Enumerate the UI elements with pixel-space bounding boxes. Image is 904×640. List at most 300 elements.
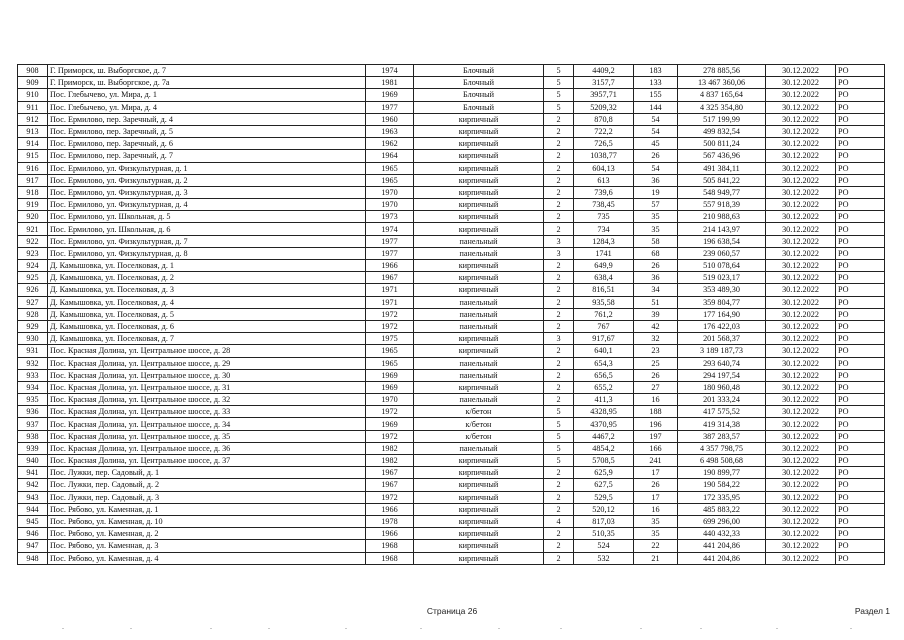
- date-cell: 30.12.2022: [766, 150, 836, 162]
- program-type-cell: РО: [836, 162, 885, 174]
- date-cell: 30.12.2022: [766, 308, 836, 320]
- address-cell: Д. Камышовка, ул. Поселковая, д. 2: [48, 272, 366, 284]
- table-row: [18, 467, 885, 479]
- address-cell: Пос. Ермилово, ул. Физкультурная, д. 2: [48, 174, 366, 186]
- table-row: [18, 528, 885, 540]
- residents-cell: 42: [634, 320, 678, 332]
- program-type-cell: РО: [836, 199, 885, 211]
- date-cell: 30.12.2022: [766, 186, 836, 198]
- table-row: [18, 540, 885, 552]
- year-built-cell: 1967: [366, 479, 414, 491]
- wall-material-cell: кирпичный: [414, 540, 544, 552]
- wall-material-cell: к/бетон: [414, 430, 544, 442]
- date-cell: 30.12.2022: [766, 455, 836, 467]
- table-row: [18, 345, 885, 357]
- area-cell: 726,5: [574, 138, 634, 150]
- program-type-cell: РО: [836, 89, 885, 101]
- area-cell: 739,6: [574, 186, 634, 198]
- row-number-cell: 926: [18, 284, 48, 296]
- cost-cell: 567 436,96: [678, 150, 766, 162]
- row-number-cell: 933: [18, 369, 48, 381]
- area-cell: 4467,2: [574, 430, 634, 442]
- row-number-cell: 912: [18, 113, 48, 125]
- cost-cell: 419 314,38: [678, 418, 766, 430]
- address-cell: Пос. Красная Долина, ул. Центральное шоссе, д. 28: [48, 345, 366, 357]
- row-number-cell: 948: [18, 552, 48, 564]
- area-cell: 411,3: [574, 394, 634, 406]
- cost-cell: 491 384,11: [678, 162, 766, 174]
- address-cell: Пос. Рябово, ул. Каменная, д. 2: [48, 528, 366, 540]
- floors-cell: 5: [544, 418, 574, 430]
- cost-cell: 201 333,24: [678, 394, 766, 406]
- residents-cell: 34: [634, 284, 678, 296]
- year-built-cell: 1971: [366, 296, 414, 308]
- cost-cell: 4 837 165,64: [678, 89, 766, 101]
- row-number-cell: 939: [18, 442, 48, 454]
- area-cell: 917,67: [574, 333, 634, 345]
- address-cell: Пос. Красная Долина, ул. Центральное шоссе, д. 32: [48, 394, 366, 406]
- area-cell: 510,35: [574, 528, 634, 540]
- year-built-cell: 1965: [366, 162, 414, 174]
- area-cell: 4370,95: [574, 418, 634, 430]
- residents-cell: 27: [634, 381, 678, 393]
- floors-cell: 2: [544, 540, 574, 552]
- table-row: [18, 333, 885, 345]
- floors-cell: 3: [544, 333, 574, 345]
- cost-cell: 353 489,30: [678, 284, 766, 296]
- address-cell: Пос. Ермилово, ул. Физкультурная, д. 1: [48, 162, 366, 174]
- area-cell: 532: [574, 552, 634, 564]
- program-type-cell: РО: [836, 430, 885, 442]
- program-type-cell: РО: [836, 528, 885, 540]
- cost-cell: 557 918,39: [678, 199, 766, 211]
- year-built-cell: 1982: [366, 455, 414, 467]
- date-cell: 30.12.2022: [766, 552, 836, 564]
- address-cell: Пос. Ермилово, ул. Физкультурная, д. 4: [48, 199, 366, 211]
- residents-cell: 36: [634, 174, 678, 186]
- area-cell: 870,8: [574, 113, 634, 125]
- table-row: [18, 394, 885, 406]
- table-row: [18, 320, 885, 332]
- cost-cell: 293 640,74: [678, 357, 766, 369]
- program-type-cell: РО: [836, 467, 885, 479]
- row-number-cell: 943: [18, 491, 48, 503]
- table-row: [18, 284, 885, 296]
- date-cell: 30.12.2022: [766, 125, 836, 137]
- address-cell: Пос. Красная Долина, ул. Центральное шоссе, д. 34: [48, 418, 366, 430]
- cost-cell: 196 638,54: [678, 235, 766, 247]
- date-cell: 30.12.2022: [766, 491, 836, 503]
- floors-cell: 2: [544, 528, 574, 540]
- residents-cell: 45: [634, 138, 678, 150]
- wall-material-cell: панельный: [414, 394, 544, 406]
- row-number-cell: 923: [18, 247, 48, 259]
- residents-cell: 22: [634, 540, 678, 552]
- address-cell: Пос. Ермилово, ул. Физкультурная, д. 8: [48, 247, 366, 259]
- table-row: [18, 101, 885, 113]
- floors-cell: 2: [544, 394, 574, 406]
- table-row: [18, 296, 885, 308]
- address-cell: Пос. Рябово, ул. Каменная, д. 10: [48, 515, 366, 527]
- floors-cell: 2: [544, 345, 574, 357]
- wall-material-cell: кирпичный: [414, 381, 544, 393]
- row-number-cell: 924: [18, 260, 48, 272]
- address-cell: Г. Приморск, ш. Выборгское, д. 7: [48, 65, 366, 77]
- address-cell: Пос. Ермилово, ул. Физкультурная, д. 3: [48, 186, 366, 198]
- row-number-cell: 916: [18, 162, 48, 174]
- year-built-cell: 1966: [366, 260, 414, 272]
- scan-speck: [640, 628, 642, 629]
- area-cell: 520,12: [574, 503, 634, 515]
- year-built-cell: 1970: [366, 199, 414, 211]
- residents-cell: 196: [634, 418, 678, 430]
- date-cell: 30.12.2022: [766, 260, 836, 272]
- year-built-cell: 1962: [366, 138, 414, 150]
- address-cell: Д. Камышовка, ул. Поселковая, д. 7: [48, 333, 366, 345]
- floors-cell: 2: [544, 260, 574, 272]
- wall-material-cell: кирпичный: [414, 503, 544, 515]
- wall-material-cell: панельный: [414, 296, 544, 308]
- wall-material-cell: кирпичный: [414, 284, 544, 296]
- year-built-cell: 1965: [366, 357, 414, 369]
- scan-speck: [560, 628, 562, 629]
- wall-material-cell: кирпичный: [414, 552, 544, 564]
- row-number-cell: 935: [18, 394, 48, 406]
- year-built-cell: 1982: [366, 442, 414, 454]
- address-cell: Д. Камышовка, ул. Поселковая, д. 5: [48, 308, 366, 320]
- floors-cell: 5: [544, 442, 574, 454]
- area-cell: 4409,2: [574, 65, 634, 77]
- program-type-cell: РО: [836, 174, 885, 186]
- year-built-cell: 1977: [366, 235, 414, 247]
- wall-material-cell: панельный: [414, 235, 544, 247]
- scan-speck: [850, 628, 852, 629]
- date-cell: 30.12.2022: [766, 430, 836, 442]
- floors-cell: 5: [544, 89, 574, 101]
- scan-speck: [268, 628, 270, 629]
- address-cell: Д. Камышовка, ул. Поселковая, д. 1: [48, 260, 366, 272]
- address-cell: Пос. Глебычево, ул. Мира, д. 1: [48, 89, 366, 101]
- section-label: Раздел 1: [854, 606, 890, 616]
- cost-cell: 441 204,86: [678, 552, 766, 564]
- year-built-cell: 1969: [366, 369, 414, 381]
- area-cell: 4328,95: [574, 406, 634, 418]
- wall-material-cell: кирпичный: [414, 491, 544, 503]
- date-cell: 30.12.2022: [766, 503, 836, 515]
- wall-material-cell: кирпичный: [414, 528, 544, 540]
- year-built-cell: 1970: [366, 394, 414, 406]
- floors-cell: 3: [544, 235, 574, 247]
- table-row: [18, 479, 885, 491]
- area-cell: 654,3: [574, 357, 634, 369]
- residents-cell: 35: [634, 211, 678, 223]
- date-cell: 30.12.2022: [766, 247, 836, 259]
- program-type-cell: РО: [836, 186, 885, 198]
- year-built-cell: 1967: [366, 272, 414, 284]
- floors-cell: 2: [544, 186, 574, 198]
- address-cell: Пос. Лужки, пер. Садовый, д. 1: [48, 467, 366, 479]
- table-row: [18, 113, 885, 125]
- address-cell: Пос. Ермилово, пер. Заречный, д. 5: [48, 125, 366, 137]
- row-number-cell: 942: [18, 479, 48, 491]
- row-number-cell: 921: [18, 223, 48, 235]
- cost-cell: 239 060,57: [678, 247, 766, 259]
- wall-material-cell: панельный: [414, 247, 544, 259]
- floors-cell: 2: [544, 125, 574, 137]
- date-cell: 30.12.2022: [766, 357, 836, 369]
- cost-cell: 210 988,63: [678, 211, 766, 223]
- address-cell: Пос. Красная Долина, ул. Центральное шоссе, д. 31: [48, 381, 366, 393]
- date-cell: 30.12.2022: [766, 528, 836, 540]
- cost-cell: 485 883,22: [678, 503, 766, 515]
- row-number-cell: 937: [18, 418, 48, 430]
- year-built-cell: 1969: [366, 418, 414, 430]
- table-row: [18, 491, 885, 503]
- cost-cell: 214 143,97: [678, 223, 766, 235]
- residents-cell: 35: [634, 515, 678, 527]
- address-cell: Пос. Лужки, пер. Садовый, д. 3: [48, 491, 366, 503]
- cost-cell: 440 432,33: [678, 528, 766, 540]
- year-built-cell: 1965: [366, 345, 414, 357]
- floors-cell: 2: [544, 503, 574, 515]
- row-number-cell: 922: [18, 235, 48, 247]
- area-cell: 1741: [574, 247, 634, 259]
- area-cell: 524: [574, 540, 634, 552]
- residents-cell: 54: [634, 113, 678, 125]
- date-cell: 30.12.2022: [766, 174, 836, 186]
- row-number-cell: 938: [18, 430, 48, 442]
- program-type-cell: РО: [836, 272, 885, 284]
- year-built-cell: 1971: [366, 284, 414, 296]
- floors-cell: 5: [544, 455, 574, 467]
- floors-cell: 2: [544, 199, 574, 211]
- cost-cell: 13 467 360,06: [678, 77, 766, 89]
- residents-cell: 26: [634, 479, 678, 491]
- year-built-cell: 1966: [366, 503, 414, 515]
- wall-material-cell: кирпичный: [414, 211, 544, 223]
- cost-cell: 172 335,95: [678, 491, 766, 503]
- cost-cell: 177 164,90: [678, 308, 766, 320]
- address-cell: Пос. Ермилово, ул. Школьная, д. 5: [48, 211, 366, 223]
- year-built-cell: 1969: [366, 89, 414, 101]
- row-number-cell: 929: [18, 320, 48, 332]
- cost-cell: 294 197,54: [678, 369, 766, 381]
- address-cell: Пос. Ермилово, пер. Заречный, д. 4: [48, 113, 366, 125]
- date-cell: 30.12.2022: [766, 369, 836, 381]
- table-row: [18, 515, 885, 527]
- cost-cell: 278 885,56: [678, 65, 766, 77]
- residents-cell: 68: [634, 247, 678, 259]
- date-cell: 30.12.2022: [766, 345, 836, 357]
- area-cell: 4854,2: [574, 442, 634, 454]
- table-body: [18, 65, 885, 565]
- area-cell: 5708,5: [574, 455, 634, 467]
- address-cell: Д. Камышовка, ул. Поселковая, д. 3: [48, 284, 366, 296]
- residents-cell: 26: [634, 260, 678, 272]
- floors-cell: 2: [544, 491, 574, 503]
- program-type-cell: РО: [836, 247, 885, 259]
- year-built-cell: 1974: [366, 65, 414, 77]
- scan-speck: [420, 628, 422, 629]
- residents-cell: 58: [634, 235, 678, 247]
- floors-cell: 2: [544, 284, 574, 296]
- cost-cell: 3 189 187,73: [678, 345, 766, 357]
- program-type-cell: РО: [836, 308, 885, 320]
- row-number-cell: 930: [18, 333, 48, 345]
- table-row: [18, 223, 885, 235]
- table-row: [18, 162, 885, 174]
- year-built-cell: 1970: [366, 186, 414, 198]
- date-cell: 30.12.2022: [766, 113, 836, 125]
- cost-cell: 519 023,17: [678, 272, 766, 284]
- program-type-cell: РО: [836, 406, 885, 418]
- row-number-cell: 947: [18, 540, 48, 552]
- scan-speck: [700, 628, 702, 629]
- floors-cell: 5: [544, 406, 574, 418]
- address-cell: Пос. Красная Долина, ул. Центральное шоссе, д. 36: [48, 442, 366, 454]
- wall-material-cell: Блочный: [414, 101, 544, 113]
- year-built-cell: 1966: [366, 528, 414, 540]
- wall-material-cell: кирпичный: [414, 467, 544, 479]
- area-cell: 738,45: [574, 199, 634, 211]
- cost-cell: 505 841,22: [678, 174, 766, 186]
- residents-cell: 21: [634, 552, 678, 564]
- table-row: [18, 442, 885, 454]
- table-row: [18, 211, 885, 223]
- area-cell: 734: [574, 223, 634, 235]
- residents-cell: 183: [634, 65, 678, 77]
- wall-material-cell: кирпичный: [414, 199, 544, 211]
- year-built-cell: 1963: [366, 125, 414, 137]
- program-type-cell: РО: [836, 223, 885, 235]
- address-cell: Пос. Ермилово, пер. Заречный, д. 6: [48, 138, 366, 150]
- row-number-cell: 918: [18, 186, 48, 198]
- wall-material-cell: кирпичный: [414, 515, 544, 527]
- wall-material-cell: панельный: [414, 357, 544, 369]
- area-cell: 627,5: [574, 479, 634, 491]
- program-type-cell: РО: [836, 77, 885, 89]
- floors-cell: 2: [544, 552, 574, 564]
- area-cell: 767: [574, 320, 634, 332]
- floors-cell: 2: [544, 467, 574, 479]
- year-built-cell: 1967: [366, 467, 414, 479]
- residents-cell: 17: [634, 491, 678, 503]
- area-cell: 761,2: [574, 308, 634, 320]
- table-row: [18, 455, 885, 467]
- area-cell: 604,13: [574, 162, 634, 174]
- cost-cell: 4 325 354,80: [678, 101, 766, 113]
- program-type-cell: РО: [836, 503, 885, 515]
- row-number-cell: 913: [18, 125, 48, 137]
- row-number-cell: 941: [18, 467, 48, 479]
- table-row: [18, 89, 885, 101]
- year-built-cell: 1977: [366, 247, 414, 259]
- address-cell: Пос. Лужки, пер. Садовый, д. 2: [48, 479, 366, 491]
- address-cell: Пос. Красная Долина, ул. Центральное шоссе, д. 29: [48, 357, 366, 369]
- address-cell: Пос. Красная Долина, ул. Центральное шоссе, д. 37: [48, 455, 366, 467]
- table-row: [18, 260, 885, 272]
- cost-cell: 699 296,00: [678, 515, 766, 527]
- year-built-cell: 1969: [366, 381, 414, 393]
- table-row: [18, 418, 885, 430]
- row-number-cell: 940: [18, 455, 48, 467]
- year-built-cell: 1972: [366, 320, 414, 332]
- address-cell: Г. Приморск, ш. Выборгское, д. 7а: [48, 77, 366, 89]
- floors-cell: 2: [544, 223, 574, 235]
- row-number-cell: 920: [18, 211, 48, 223]
- wall-material-cell: кирпичный: [414, 223, 544, 235]
- area-cell: 638,4: [574, 272, 634, 284]
- address-cell: Д. Камышовка, ул. Поселковая, д. 6: [48, 320, 366, 332]
- row-number-cell: 946: [18, 528, 48, 540]
- row-number-cell: 914: [18, 138, 48, 150]
- program-type-cell: РО: [836, 418, 885, 430]
- floors-cell: 2: [544, 150, 574, 162]
- address-cell: Пос. Ермилово, ул. Физкультурная, д. 7: [48, 235, 366, 247]
- row-number-cell: 932: [18, 357, 48, 369]
- residents-cell: 51: [634, 296, 678, 308]
- program-type-cell: РО: [836, 320, 885, 332]
- row-number-cell: 934: [18, 381, 48, 393]
- year-built-cell: 1972: [366, 430, 414, 442]
- floors-cell: 2: [544, 369, 574, 381]
- residents-cell: 26: [634, 150, 678, 162]
- program-type-cell: РО: [836, 552, 885, 564]
- year-built-cell: 1968: [366, 552, 414, 564]
- date-cell: 30.12.2022: [766, 381, 836, 393]
- residents-cell: 144: [634, 101, 678, 113]
- floors-cell: 2: [544, 174, 574, 186]
- address-cell: Пос. Рябово, ул. Каменная, д. 1: [48, 503, 366, 515]
- floors-cell: 2: [544, 381, 574, 393]
- scan-speck: [210, 628, 212, 629]
- floors-cell: 5: [544, 430, 574, 442]
- residents-cell: 188: [634, 406, 678, 418]
- scan-speck: [130, 628, 132, 629]
- wall-material-cell: к/бетон: [414, 406, 544, 418]
- residents-cell: 241: [634, 455, 678, 467]
- floors-cell: 2: [544, 138, 574, 150]
- program-type-cell: РО: [836, 381, 885, 393]
- cost-cell: 359 804,77: [678, 296, 766, 308]
- residents-cell: 35: [634, 223, 678, 235]
- wall-material-cell: Блочный: [414, 77, 544, 89]
- wall-material-cell: кирпичный: [414, 333, 544, 345]
- wall-material-cell: кирпичный: [414, 113, 544, 125]
- cost-cell: 417 575,52: [678, 406, 766, 418]
- row-number-cell: 910: [18, 89, 48, 101]
- residents-cell: 16: [634, 394, 678, 406]
- row-number-cell: 931: [18, 345, 48, 357]
- table-row: [18, 272, 885, 284]
- table-row: [18, 369, 885, 381]
- date-cell: 30.12.2022: [766, 138, 836, 150]
- year-built-cell: 1981: [366, 77, 414, 89]
- row-number-cell: 911: [18, 101, 48, 113]
- row-number-cell: 917: [18, 174, 48, 186]
- year-built-cell: 1972: [366, 406, 414, 418]
- date-cell: 30.12.2022: [766, 467, 836, 479]
- date-cell: 30.12.2022: [766, 101, 836, 113]
- program-type-cell: РО: [836, 357, 885, 369]
- residents-cell: 35: [634, 528, 678, 540]
- date-cell: 30.12.2022: [766, 442, 836, 454]
- address-cell: Пос. Глебычево, ул. Мира, д. 4: [48, 101, 366, 113]
- floors-cell: 2: [544, 357, 574, 369]
- residents-cell: 57: [634, 199, 678, 211]
- cost-cell: 190 899,77: [678, 467, 766, 479]
- area-cell: 625,9: [574, 467, 634, 479]
